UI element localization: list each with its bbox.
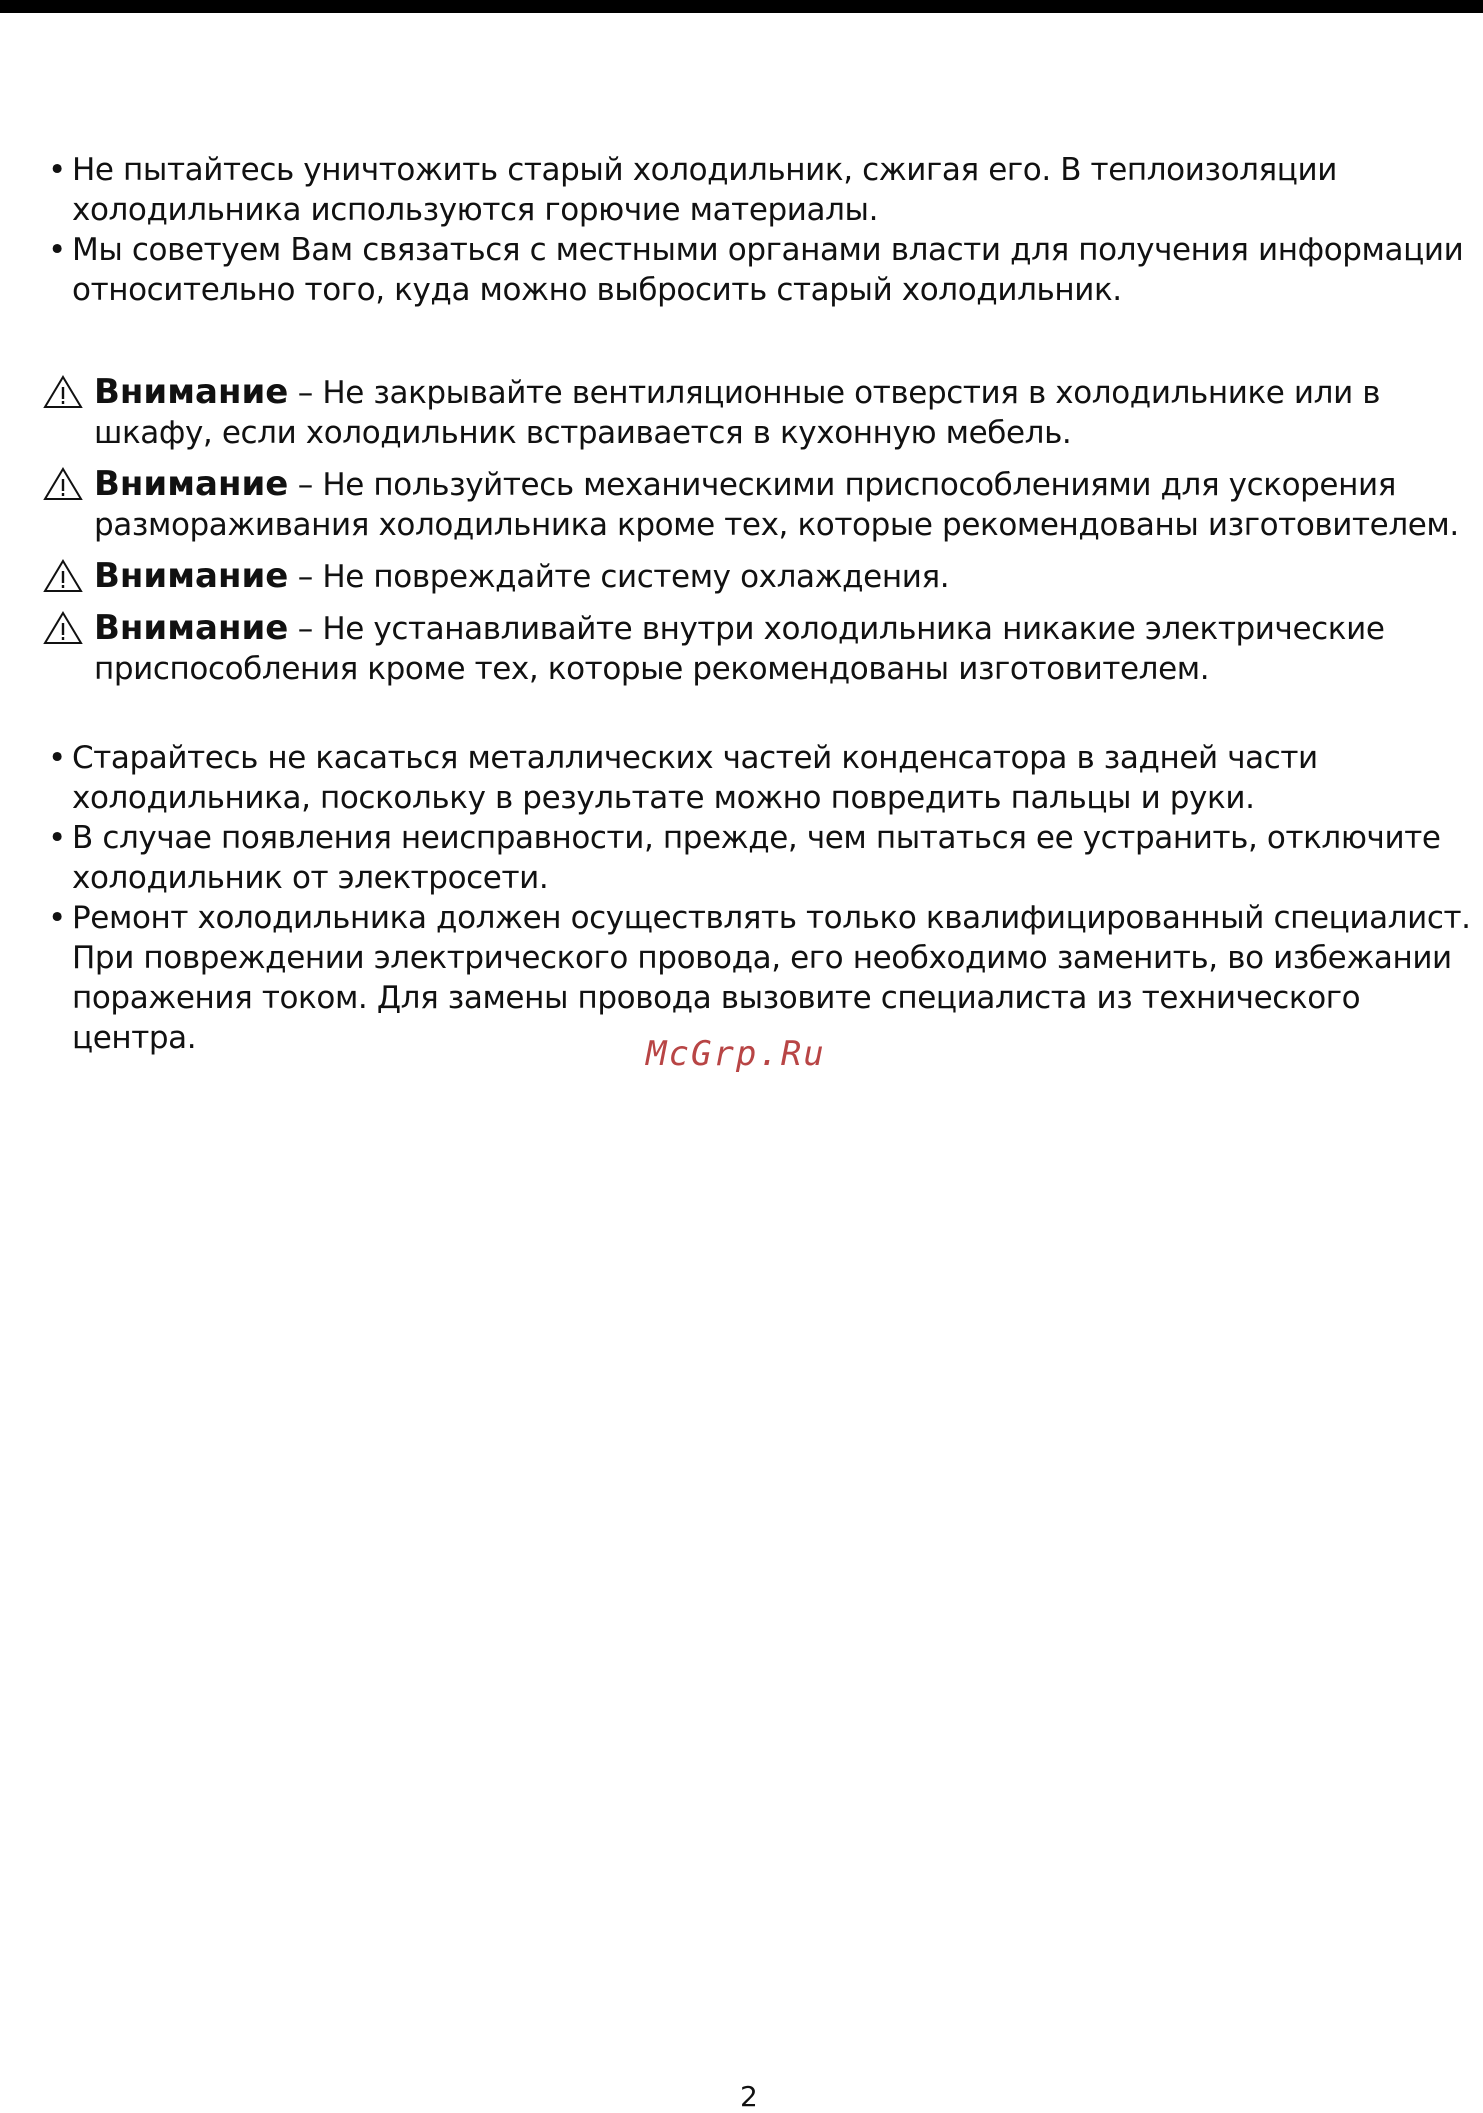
bullet-marker: • (48, 152, 66, 188)
top-border-rule (0, 0, 1483, 13)
warning-item (0, 608, 1483, 689)
bullet-list-disposal (0, 150, 1483, 310)
list-item (0, 150, 1483, 230)
bullet-marker: • (48, 820, 66, 856)
watermark: McGrp.Ru (646, 1034, 826, 1074)
warning-triangle-icon (42, 374, 84, 410)
bullet-text: Ремонт холодильника должен осуществлять только квалифицированный специалист. При повреждении электрического провода, его необходимо заменить, во избежании поражения током. Для замены провода вызовите специалиста из технического центра. (72, 900, 1471, 1056)
bullet-text: Мы советуем Вам связаться с местными органами власти для получения информации относительно того, куда можно выбросить старый холодильник. (72, 232, 1464, 308)
warning-triangle-icon (42, 610, 84, 646)
bullet-text: Не пытайтесь уничтожить старый холодильник, сжигая его. В теплоизоляции холодильника используются горючие материалы. (72, 152, 1337, 228)
warning-item (0, 464, 1483, 545)
list-item (0, 230, 1483, 310)
warning-triangle-icon (42, 466, 84, 502)
warning-text: – Не устанавливайте внутри холодильника никакие электрические приспособления кроме тех, которые рекомендованы изготовителем. (94, 611, 1385, 687)
warning-list (0, 372, 1483, 689)
warning-heading: Внимание (94, 556, 289, 596)
warning-text: – Не пользуйтесь механическими приспособлениями для ускорения размораживания холодильника кроме тех, которые рекомендованы изготовителем. (94, 467, 1459, 543)
list-item (0, 738, 1483, 818)
warning-item (0, 556, 1483, 597)
bullet-list-safety (0, 738, 1483, 1058)
warning-heading: Внимание (94, 464, 289, 504)
bullet-marker: • (48, 740, 66, 776)
warning-heading: Внимание (94, 372, 289, 412)
bullet-marker: • (48, 232, 66, 268)
bullet-text: Старайтесь не касаться металлических частей конденсатора в задней части холодильника, поскольку в результате можно повредить пальцы и руки. (72, 740, 1318, 816)
warning-heading: Внимание (94, 608, 289, 648)
page-number: 2 (740, 2080, 758, 2113)
list-item (0, 818, 1483, 898)
warning-item (0, 372, 1483, 453)
bullet-text: В случае появления неисправности, прежде, чем пытаться ее устранить, отключите холодильник от электросети. (72, 820, 1441, 896)
warning-text: – Не повреждайте систему охлаждения. (288, 559, 950, 595)
warning-triangle-icon (42, 558, 84, 594)
bullet-marker: • (48, 900, 66, 936)
warning-text: – Не закрывайте вентиляционные отверстия в холодильнике или в шкафу, если холодильник встраивается в кухонную мебель. (94, 375, 1381, 451)
